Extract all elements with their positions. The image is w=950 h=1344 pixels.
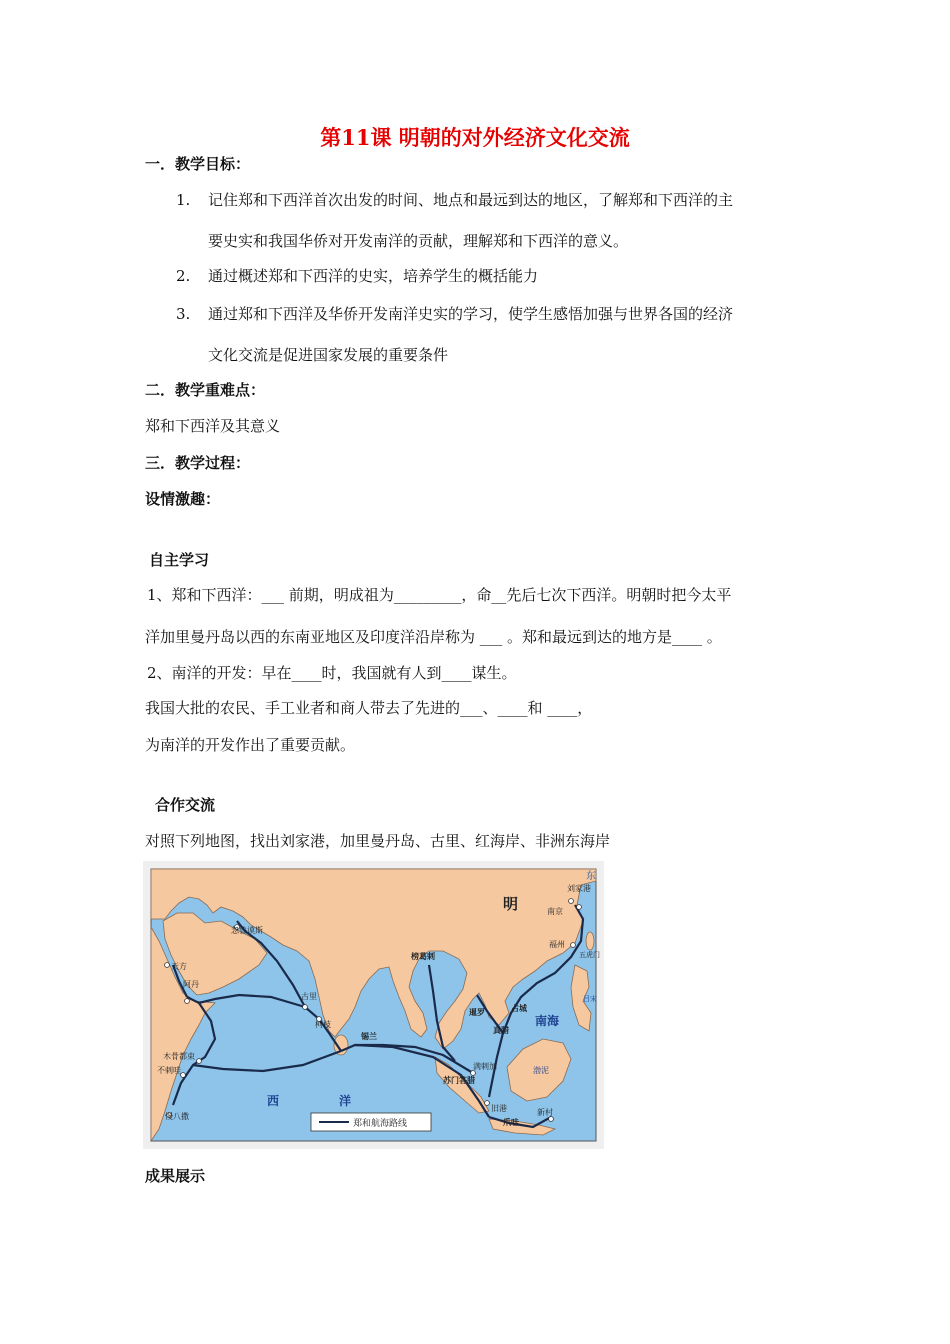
port-marker-malacca	[471, 1071, 476, 1076]
map-svg	[143, 861, 604, 1149]
port-marker-liujiagang	[577, 905, 582, 910]
map-label-kezhi: 柯枝	[315, 1020, 331, 1029]
map-label-malindi: 慢八撒	[165, 1112, 189, 1121]
section1-heading: 一．教学目标：	[145, 155, 251, 173]
map-label-borneo: 渤泥	[533, 1066, 549, 1075]
map-label-tianfang: 天方	[171, 962, 187, 971]
port-marker-jiugang	[485, 1101, 490, 1106]
objective-3-line2: 文化交流是促进国家发展的重要条件	[208, 346, 449, 364]
port-marker-xincun	[549, 1117, 554, 1122]
objective-1-text: 记住郑和下西洋首次出发的时间、地点和最远到达的地区，了解郑和下西洋的主	[208, 191, 734, 209]
map-label-luzon: 吕宋	[583, 995, 597, 1003]
port-marker-guli	[303, 1005, 308, 1010]
map-label-bengal: 榜葛剌	[411, 952, 435, 961]
map-label-zhenla: 真腊	[493, 1026, 509, 1035]
self-study-line2: 洋加里曼丹岛以西的东南亚地区及印度洋沿岸称为 ___ 。郑和最远到达的地方是____ 。	[145, 628, 722, 646]
map-label-guli: 古里	[301, 992, 317, 1001]
map-label-mogadishu: 木骨都束	[163, 1052, 195, 1061]
map-label-brava: 不剌哇	[157, 1066, 181, 1075]
objective-2-text: 通过概述郑和下西洋的史实，培养学生的概括能力	[208, 267, 539, 285]
map-label-wuhumen: 五虎门	[579, 951, 600, 959]
self-study-line3: 2、南洋的开发：早在____时，我国就有人到____谋生。	[147, 664, 517, 682]
self-study-line4: 我国大批的农民、手工业者和商人带去了先进的___、____和 ____，	[145, 699, 593, 717]
map-label-ming: 明	[503, 895, 519, 913]
self-study-heading: 自主学习	[149, 551, 210, 569]
objective-3-line1	[176, 303, 733, 324]
map-label-east: 东	[586, 871, 596, 882]
port-marker-mogadishu	[197, 1059, 202, 1064]
port-marker-fuzhou	[571, 943, 576, 948]
map-label-java: 爪哇	[503, 1118, 519, 1127]
objective-3-text: 通过郑和下西洋及华侨开发南洋史实的学习，使学生感悟加强与世界各国的经济	[208, 305, 734, 323]
map-label-nanjing: 南京	[547, 907, 563, 916]
map-label-jiugang: 旧港	[491, 1104, 507, 1113]
objective-1-line2: 要史实和我国华侨对开发南洋的贡献，理解郑和下西洋的意义。	[208, 232, 629, 250]
self-study-line5: 为南洋的开发作出了重要贡献。	[145, 736, 356, 754]
map-label-xi: 西	[267, 1094, 280, 1108]
legend-label: 郑和航海路线	[353, 1119, 408, 1129]
objective-1-line1	[176, 189, 733, 210]
section2-heading: 二．教学重难点：	[145, 381, 266, 399]
map-label-nanhai: 南海	[535, 1014, 560, 1028]
map-label-sumatra: 苏门答腊	[443, 1076, 475, 1085]
results-heading: 成果展示	[145, 1167, 206, 1185]
map-label-yang: 洋	[339, 1094, 352, 1108]
intro-subheading: 设情激趣：	[145, 490, 221, 508]
self-study-line1: 1、郑和下西洋：___ 前期，明成祖为_________，命__先后七次下西洋。明朝时把今太平	[147, 586, 732, 604]
port-marker-aden	[185, 999, 190, 1004]
taiwan-island	[586, 932, 594, 950]
map-label-ceylon: 锡兰	[361, 1032, 377, 1041]
map-label-hormuz: 忽鲁谟斯	[231, 926, 263, 935]
objective-2-num: 2.	[176, 267, 191, 285]
map-label-aden: 阿丹	[183, 980, 199, 989]
map-label-fuzhou: 福州	[549, 940, 565, 949]
map-legend	[311, 1113, 431, 1131]
map-label-champa: 占城	[511, 1004, 527, 1013]
page-title: 第11课 明朝的对外经济文化交流	[320, 125, 630, 150]
objective-3-num: 3.	[176, 305, 191, 323]
port-marker-nanjing	[569, 899, 574, 904]
zheng-he-voyage-map	[143, 861, 604, 1149]
key-points-text: 郑和下西洋及其意义	[145, 417, 281, 435]
map-label-liujiagang: 刘家港	[567, 884, 591, 893]
cooperate-heading: 合作交流	[155, 796, 216, 814]
port-marker-brava	[181, 1073, 186, 1078]
map-label-siam: 暹罗	[469, 1008, 485, 1017]
map-label-xincun: 新村	[537, 1108, 553, 1117]
objective-1-num: 1.	[176, 191, 191, 209]
cooperate-text: 对照下列地图，找出刘家港，加里曼丹岛、古里、红海岸、非洲东海岸	[145, 832, 611, 850]
objective-2	[176, 265, 538, 286]
section3-heading: 三．教学过程：	[145, 454, 251, 472]
port-marker-tianfang	[165, 963, 170, 968]
map-label-malacca: 满剌加	[473, 1062, 497, 1071]
